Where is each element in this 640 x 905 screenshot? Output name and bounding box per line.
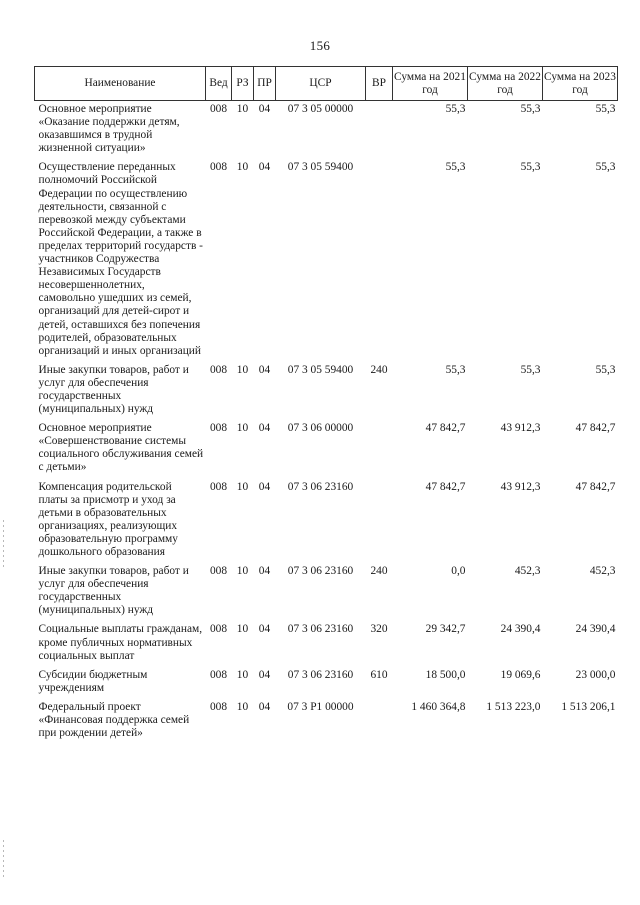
row-vr: [366, 101, 393, 160]
row-csr: 07 3 06 23160: [287, 480, 354, 493]
row-csr: 07 3 06 23160: [287, 565, 354, 578]
row-csr: 07 3 06 00000: [287, 422, 354, 435]
row-sum-2023: 1 513 206,1: [561, 700, 616, 713]
row-sum-2021: 47 842,7: [425, 480, 466, 493]
row-name: Компенсация родительской платы за присмотр и уход за детьми в образовательных организациях, реализующих образовательную программу дошкольного образования: [38, 480, 178, 558]
row-rz: 10: [236, 480, 249, 493]
row-pr: 04: [258, 700, 271, 713]
row-ved: 008: [209, 363, 228, 376]
row-pr: 04: [258, 363, 271, 376]
row-vr: 320: [370, 623, 388, 636]
header-name: Наименование: [35, 67, 206, 101]
row-sum-2022: 55,3: [520, 363, 541, 376]
row-sum-2021: 55,3: [445, 363, 466, 376]
row-rz: 10: [236, 623, 249, 636]
scan-margin-mark: [3, 520, 4, 570]
row-sum-2022: 19 069,6: [500, 668, 541, 681]
row-rz: 10: [236, 668, 249, 681]
row-sum-2023: 55,3: [595, 161, 616, 174]
header-sum-2021: Сумма на 2021 год: [393, 67, 468, 101]
row-rz: 10: [236, 161, 249, 174]
scan-margin-mark: [3, 840, 4, 880]
row-sum-2022: 1 513 223,0: [486, 700, 541, 713]
row-sum-2021: 18 500,0: [425, 668, 466, 681]
row-pr: 04: [258, 565, 271, 578]
row-ved: 008: [209, 700, 228, 713]
header-csr: ЦСР: [276, 67, 366, 101]
row-pr: 04: [258, 480, 271, 493]
table-row: [35, 479, 618, 564]
row-vr: [366, 420, 393, 478]
row-vr: 240: [370, 363, 388, 376]
row-pr: 04: [258, 103, 271, 115]
table-header-row: [35, 67, 618, 101]
header-sum-2022: Сумма на 2022 год: [468, 67, 543, 101]
row-name: Основное мероприятие «Оказание поддержки детям, оказавшимся в трудной жизненной ситуации»: [38, 103, 180, 155]
row-csr: 07 3 05 00000: [287, 103, 354, 115]
row-sum-2021: 47 842,7: [425, 422, 466, 435]
row-sum-2022: 55,3: [520, 161, 541, 174]
row-sum-2021: 55,3: [445, 103, 466, 115]
table-row: [35, 667, 618, 699]
row-vr: [366, 699, 393, 744]
header-ved: Вед: [206, 67, 232, 101]
row-name: Осуществление переданных полномочий Российской Федерации по осуществлению деятельности, связанной с перевозкой между субъектами Российской Федерации, а также в пределах территорий государств - участников Содружества Независимых Государств несовершеннолетних, самовольно ушедших из семей, организаций для детей-сирот и детей, оставшихся без попечения родителей, образовательных организаций и иных организаций: [38, 161, 203, 357]
row-sum-2021: 0,0: [451, 565, 466, 578]
budget-table: [34, 66, 618, 744]
table-row: [35, 159, 618, 361]
row-sum-2022: 43 912,3: [500, 480, 541, 493]
row-ved: 008: [209, 103, 228, 115]
row-csr: 07 3 05 59400: [287, 161, 354, 174]
page-number: 156: [309, 38, 331, 53]
row-sum-2022: 43 912,3: [500, 422, 541, 435]
row-name: Иные закупки товаров, работ и услуг для обеспечения государственных (муниципальных) нужд: [38, 363, 189, 416]
row-pr: 04: [258, 668, 271, 681]
row-name: Социальные выплаты гражданам, кроме публичных нормативных социальных выплат: [38, 623, 203, 662]
table-row: [35, 101, 618, 160]
header-vr: ВР: [366, 67, 393, 101]
row-sum-2021: 55,3: [445, 161, 466, 174]
row-sum-2023: 452,3: [589, 565, 616, 578]
row-sum-2022: 24 390,4: [500, 623, 541, 636]
row-sum-2022: 55,3: [520, 103, 541, 115]
row-name: Основное мероприятие «Совершенствование системы социального обслуживания семей с детьми»: [38, 422, 204, 474]
row-sum-2023: 55,3: [595, 363, 616, 376]
row-pr: 04: [258, 161, 271, 174]
header-rz: РЗ: [232, 67, 254, 101]
row-sum-2023: 23 000,0: [575, 668, 616, 681]
row-name: Субсидии бюджетным учреждениям: [38, 668, 148, 694]
row-sum-2023: 55,3: [595, 103, 616, 115]
row-vr: 240: [370, 565, 388, 578]
row-rz: 10: [236, 700, 249, 713]
table-row: [35, 420, 618, 478]
row-pr: 04: [258, 623, 271, 636]
row-sum-2022: 452,3: [514, 565, 541, 578]
row-sum-2023: 47 842,7: [575, 480, 616, 493]
row-name: Федеральный проект «Финансовая поддержка семей при рождении детей»: [38, 700, 190, 740]
row-vr: [366, 479, 393, 564]
row-rz: 10: [236, 422, 249, 435]
row-ved: 008: [209, 480, 228, 493]
row-pr: 04: [258, 422, 271, 435]
row-ved: 008: [209, 565, 228, 578]
row-csr: 07 3 06 23160: [287, 623, 354, 636]
row-vr: [366, 159, 393, 361]
table-row: [35, 699, 618, 744]
row-ved: 008: [209, 422, 228, 435]
table-row: [35, 621, 618, 666]
row-ved: 008: [209, 668, 228, 681]
row-sum-2023: 24 390,4: [575, 623, 616, 636]
row-sum-2023: 47 842,7: [575, 422, 616, 435]
row-sum-2021: 1 460 364,8: [411, 700, 466, 713]
header-sum-2023: Сумма на 2023 год: [543, 67, 618, 101]
row-sum-2021: 29 342,7: [425, 623, 466, 636]
row-rz: 10: [236, 103, 249, 115]
row-csr: 07 3 P1 00000: [287, 700, 354, 713]
row-rz: 10: [236, 565, 249, 578]
header-pr: ПР: [254, 67, 276, 101]
row-name: Иные закупки товаров, работ и услуг для обеспечения государственных (муниципальных) нужд: [38, 565, 189, 617]
row-ved: 008: [209, 161, 228, 174]
table-row: [35, 563, 618, 621]
row-rz: 10: [236, 363, 249, 376]
row-csr: 07 3 05 59400: [287, 363, 354, 376]
table-row: [35, 362, 618, 420]
row-csr: 07 3 06 23160: [287, 668, 354, 681]
row-ved: 008: [209, 623, 228, 636]
row-vr: 610: [370, 668, 388, 681]
